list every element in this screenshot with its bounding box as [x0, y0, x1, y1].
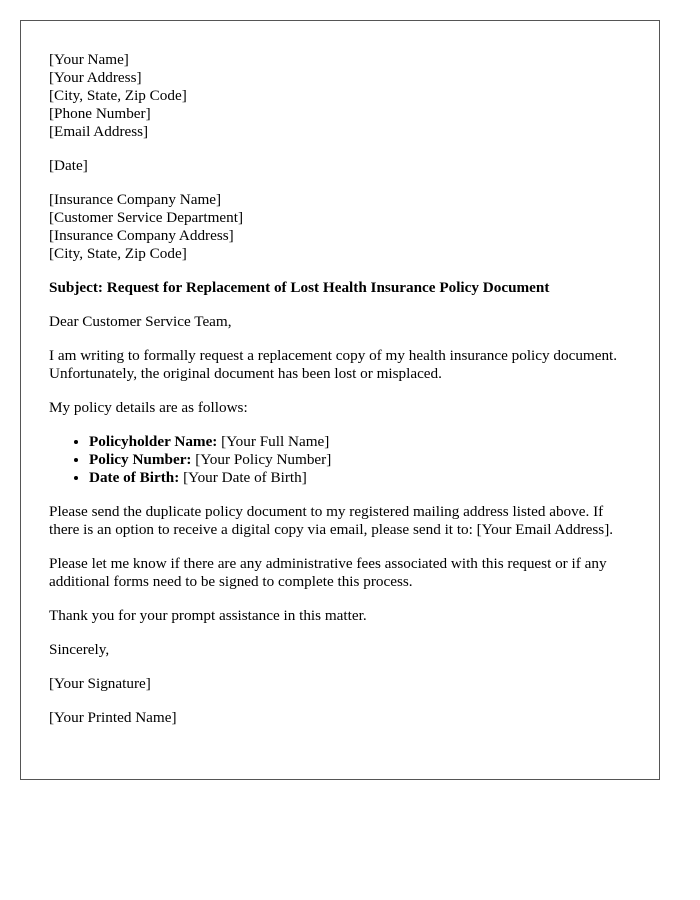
intro-paragraph: I am writing to formally request a replacement copy of my health insurance policy document. Unfortunately, the original document has been lost or misplaced. — [49, 347, 618, 382]
recipient-department: [Customer Service Department] — [49, 209, 243, 226]
recipient-address: [Insurance Company Address] — [49, 227, 234, 244]
detail-value: [Your Policy Number] — [195, 451, 332, 468]
signature: [Your Signature] — [49, 675, 151, 692]
thanks-paragraph: Thank you for your prompt assistance in this matter. — [49, 607, 367, 624]
letter-date: [Date] — [49, 157, 88, 174]
recipient-company: [Insurance Company Name] — [49, 191, 222, 208]
detail-value: [Your Full Name] — [221, 433, 330, 450]
recipient-city: [City, State, Zip Code] — [49, 245, 187, 262]
list-item — [89, 451, 631, 469]
sender-phone: [Phone Number] — [49, 105, 151, 122]
detail-label: Policyholder Name: — [89, 433, 218, 450]
closing: Sincerely, — [49, 641, 110, 658]
detail-value: [Your Date of Birth] — [183, 469, 307, 486]
sender-email: [Email Address] — [49, 123, 149, 140]
sender-address: [Your Address] — [49, 69, 142, 86]
sender-city: [City, State, Zip Code] — [49, 87, 187, 104]
detail-label: Policy Number: — [89, 451, 192, 468]
list-item — [89, 433, 631, 451]
sender-name: [Your Name] — [49, 51, 129, 68]
list-item — [89, 469, 631, 487]
detail-label: Date of Birth: — [89, 469, 180, 486]
details-intro: My policy details are as follows: — [49, 399, 248, 416]
recipient-block — [49, 191, 631, 263]
printed-name: [Your Printed Name] — [49, 709, 177, 726]
salutation: Dear Customer Service Team, — [49, 313, 232, 330]
sender-block — [49, 51, 631, 141]
letter-subject: Subject: Request for Replacement of Lost Health Insurance Policy Document — [49, 279, 550, 296]
fees-paragraph: Please let me know if there are any administrative fees associated with this request or if any additional forms need to be signed to complete this process. — [49, 555, 607, 590]
delivery-paragraph: Please send the duplicate policy document to my registered mailing address listed above. If there is an option to receive a digital copy via email, please send it to: [Your Email Address]. — [49, 503, 614, 538]
policy-details-list — [49, 433, 631, 487]
letter-document — [20, 20, 660, 780]
